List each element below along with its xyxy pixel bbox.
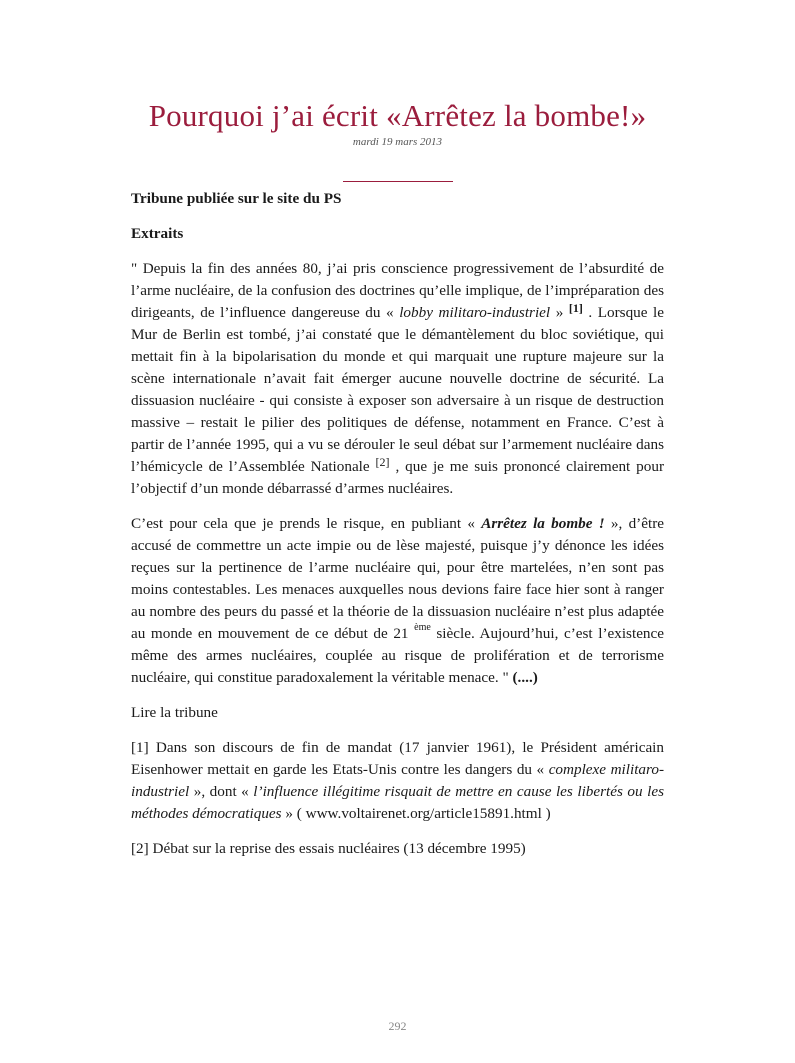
note1-text-1: [1] Dans son discours de fin de mandat (17 janvier 1961), le Président américain Eisenhower mettait en garde les Etats-Unis contre les dangers du « — [131, 739, 664, 778]
p2-ellipsis: (....) — [512, 669, 538, 686]
footnote-1 — [131, 737, 664, 825]
note1-text-3: » ( www.voltairenet.org/article15891.html ) — [281, 805, 551, 822]
note1-quote: l’influence illégitime risquait de mettre en cause les libertés ou les méthodes démocratiques — [131, 783, 664, 822]
article-subtitle: Tribune publiée sur le site du PS — [131, 190, 342, 207]
article-body — [131, 188, 664, 873]
p2-superscript: ème — [414, 622, 431, 633]
p2-text-1: C’est pour cela que je prends le risque, en publiant « — [131, 515, 482, 532]
note1-text-2: », dont « — [189, 783, 254, 800]
p1-text-2: » — [550, 304, 569, 321]
footnote-ref-1[interactable]: [1] — [568, 301, 583, 315]
p2-text-2: », d’être accusé de commettre un acte impie ou de lèse majesté, puisque j’y dénonce les idées reçues sur la pertinence de l’arme nucléaire qui, pour être martelées, n’en sont pas moins contestables. Les menaces auxquelles nous devions faire face hier sont à ranger au nombre des peurs du passé et la théorie de la dissuasion nucléaire n’est plus adaptée au monde en mouvement de ce début de 21 — [131, 515, 664, 642]
page-number: 292 — [388, 1019, 407, 1033]
paragraph-2 — [131, 513, 664, 689]
p1-text-4: , que je me suis prononcé clairement pour l’objectif d’un monde débarrassé d’armes nucléaires. — [131, 458, 665, 497]
paragraph-1 — [131, 258, 664, 500]
read-tribune-link[interactable]: Lire la tribune — [131, 704, 218, 721]
title-divider — [343, 181, 453, 182]
p1-text-1: " Depuis la fin des années 80, j’ai pris conscience progressivement de l’absurdité de l’arme nucléaire, de la confusion des doctrines qu’elle implique, de l’impréparation des dirigeants, de l’influence dangereuse du « — [131, 260, 664, 321]
note1-complexe: complexe militaro-industriel — [131, 761, 665, 800]
post-date: mardi 19 mars 2013 — [352, 136, 443, 148]
page-title: Pourquoi j’ai écrit «Arrêtez la bombe!» — [148, 98, 647, 133]
footnote-ref-2[interactable]: [2] — [375, 455, 390, 469]
p1-lobby-term: lobby militaro-industriel — [399, 304, 551, 321]
extracts-heading: Extraits — [131, 225, 184, 242]
footnote-2: [2] Débat sur la reprise des essais nucléaires (13 décembre 1995) — [131, 840, 526, 857]
p1-text-3: . Lorsque le Mur de Berlin est tombé, j’ai constaté que le démantèlement du bloc soviétique, qui mettait fin à la bipolarisation du monde et qui marquait une rupture majeure sur la scène internationale n’avait fait émerger aucune nouvelle doctrine de sécurité. La dissuasion nucléaire - qui consiste à exposer son adversaire à un risque de destruction massive – restait le pilier des politiques de défense, notamment en France. C’est à partir de l’année 1995, qui a vu se dérouler le seul débat sur l’armement nucléaire dans l’hémicycle de l’Assemblée Nationale — [131, 304, 665, 475]
p2-text-3: siècle. Aujourd’hui, c’est l’existence même des armes nucléaires, couplée au risque de prolifération et de terrorisme nucléaire, qui constitue paradoxalement la véritable menace. " — [131, 625, 665, 686]
book-title: Arrêtez la bombe ! — [481, 515, 605, 532]
